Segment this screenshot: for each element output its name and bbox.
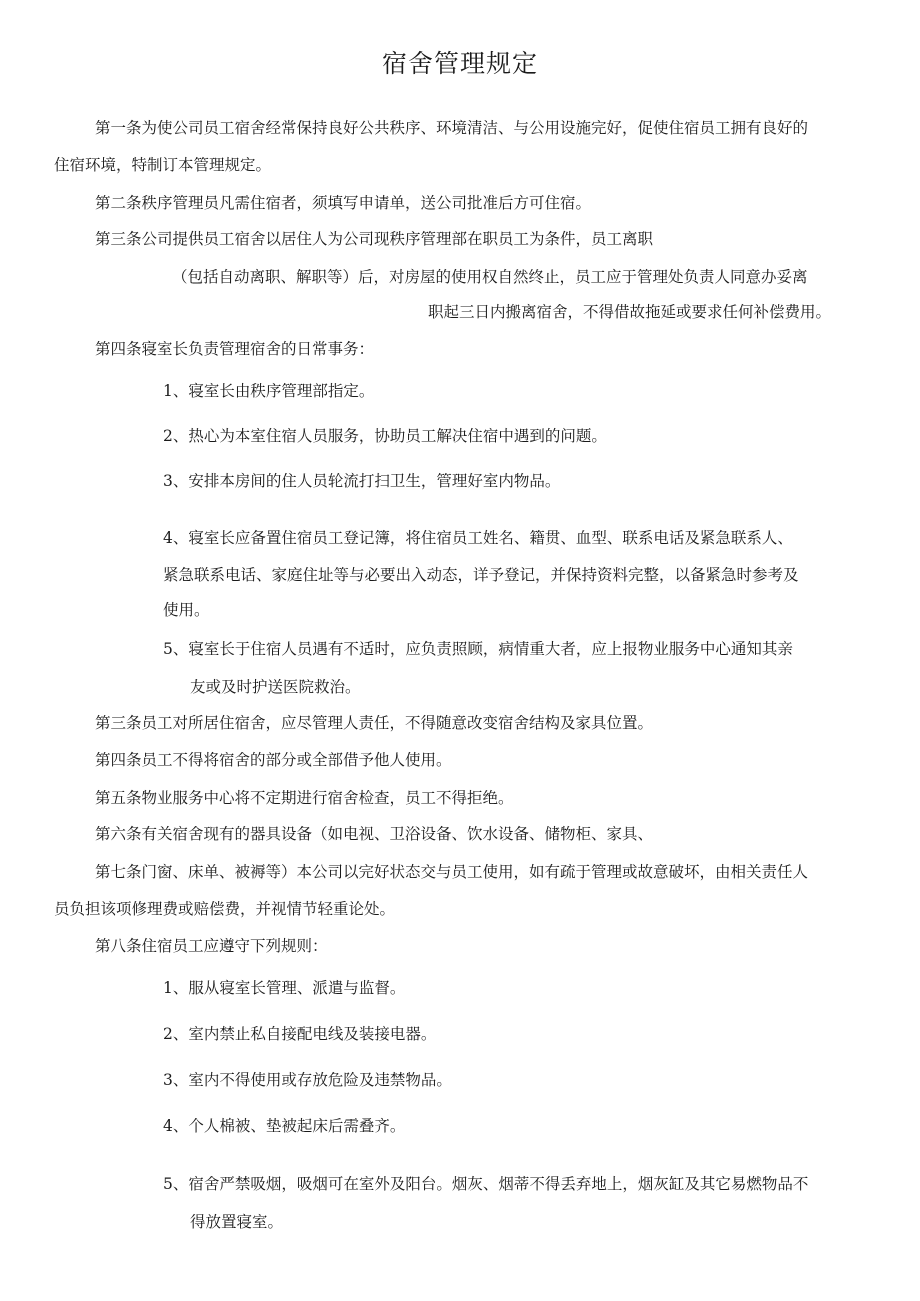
paragraph-line: 员负担该项修理费或赔偿费，并视情节轻重论处。 bbox=[54, 900, 396, 918]
paragraph-line: 第六条有关宿舍现有的器具设备（如电视、卫浴设备、饮水设备、储物柜、家具、 bbox=[95, 825, 654, 843]
paragraph-line: 第七条门窗、床单、被褥等）本公司以完好状态交与员工使用，如有疏于管理或故意破坏，由相关责任人 bbox=[95, 863, 809, 881]
paragraph-line: （包括自动离职、解职等）后，对房屋的使用权自然终止，员工应于管理处负责人同意办妥离 bbox=[172, 268, 808, 286]
paragraph-line: 第二条秩序管理员凡需住宿者，须填写申请单，送公司批准后方可住宿。 bbox=[95, 194, 592, 212]
paragraph-line: 第三条员工对所居住宿舍，应尽管理人责任，不得随意改变宿舍结构及家具位置。 bbox=[95, 714, 654, 732]
paragraph-line: 职起三日内搬离宿舍，不得借故拖延或要求任何补偿费用。 bbox=[428, 303, 832, 321]
list-item: 1、服从寝室长管理、派遣与监督。 bbox=[163, 979, 406, 997]
paragraph-line: 第五条物业服务中心将不定期进行宿舍检查，员工不得拒绝。 bbox=[95, 789, 514, 807]
paragraph-line: 第四条员工不得将宿舍的部分或全部借予他人使用。 bbox=[95, 751, 452, 769]
paragraph-line: 第三条公司提供员工宿舍以居住人为公司现秩序管理部在职员工为条件，员工离职 bbox=[95, 230, 654, 248]
list-item: 1、寝室长由秩序管理部指定。 bbox=[163, 382, 375, 400]
paragraph-line: 第四条寝室长负责管理宿舍的日常事务： bbox=[95, 340, 375, 358]
list-item-continuation: 使用。 bbox=[163, 601, 210, 619]
paragraph-line: 第八条住宿员工应遵守下列规则： bbox=[95, 937, 328, 955]
document-title: 宿舍管理规定 bbox=[381, 49, 538, 78]
paragraph-line: 住宿环境，特制订本管理规定。 bbox=[54, 156, 272, 174]
list-item: 5、寝室长于住宿人员遇有不适时，应负责照顾，病情重大者，应上报物业服务中心通知其亲 bbox=[163, 640, 793, 658]
list-item: 3、安排本房间的住人员轮流打扫卫生，管理好室内物品。 bbox=[163, 472, 561, 490]
list-item: 2、室内禁止私自接配电线及装接电器。 bbox=[163, 1025, 437, 1043]
list-item: 3、室内不得使用或存放危险及违禁物品。 bbox=[163, 1071, 452, 1089]
list-item: 5、宿舍严禁吸烟，吸烟可在室外及阳台。烟灰、烟蒂不得丢弃地上，烟灰缸及其它易燃物品不 bbox=[163, 1175, 809, 1193]
list-item: 4、个人棉被、垫被起床后需叠齐。 bbox=[163, 1117, 406, 1135]
list-item: 2、热心为本室住宿人员服务，协助员工解决住宿中遇到的问题。 bbox=[163, 427, 607, 445]
list-item-continuation: 友或及时护送医院救治。 bbox=[190, 678, 361, 696]
paragraph-line: 第一条为使公司员工宿舍经常保持良好公共秩序、环境清洁、与公用设施完好，促使住宿员工拥有良好的 bbox=[95, 119, 809, 137]
list-item-continuation: 得放置寝室。 bbox=[190, 1213, 284, 1231]
list-item-continuation: 紧急联系电话、家庭住址等与必要出入动态，详予登记，并保持资料完整，以备紧急时参考及 bbox=[163, 566, 799, 584]
list-item: 4、寝室长应备置住宿员工登记簿，将住宿员工姓名、籍贯、血型、联系电话及紧急联系人、 bbox=[163, 529, 793, 547]
